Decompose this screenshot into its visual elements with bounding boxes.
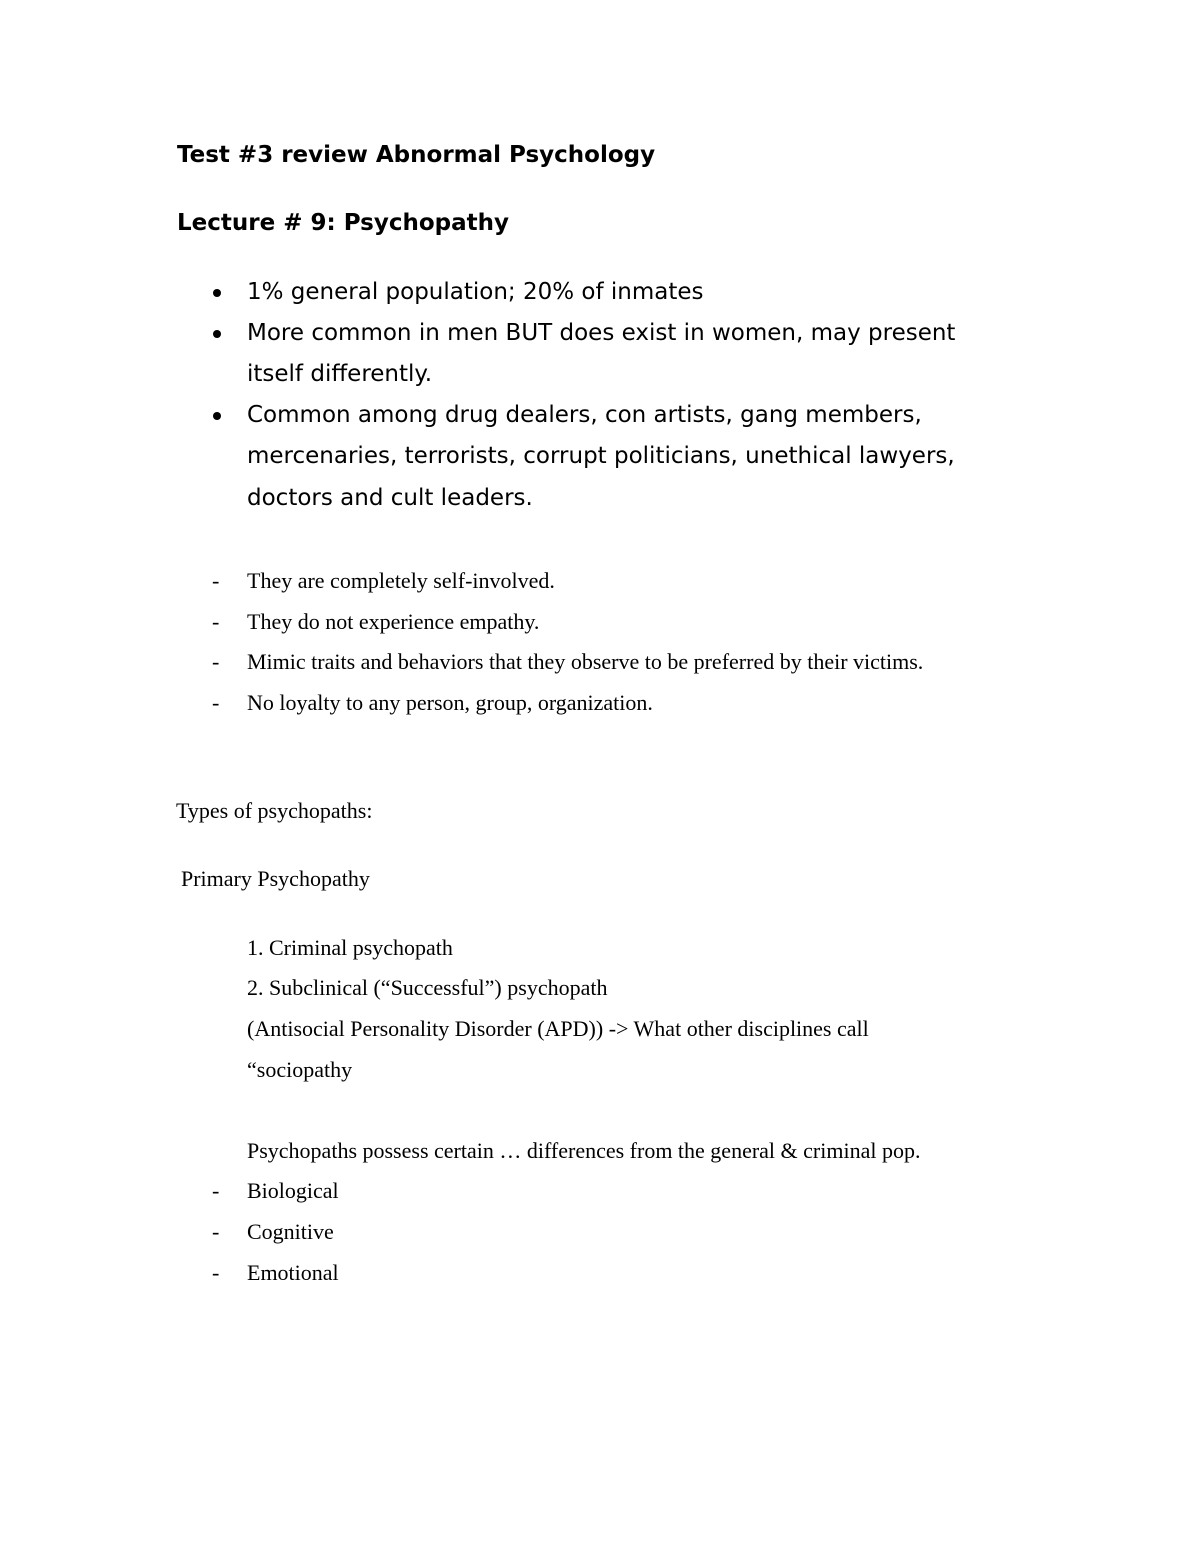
dash-marker: - [212,649,220,674]
dash-marker: - [212,568,220,593]
bullet-dot [213,289,221,297]
differences-text: Psychopaths possess certain … differences from the general & criminal pop. [247,1138,921,1163]
trait-item: They are completely self-involved. [247,568,555,593]
bullet-line: 1% general population; 20% of inmates [247,279,704,305]
numbered-item: 2. Subclinical (“Successful”) psychopath [247,975,608,1000]
document-title: Test #3 review Abnormal Psychology [177,142,656,168]
trait-item: No loyalty to any person, group, organization. [247,690,653,715]
apd-line: “sociopathy [247,1057,353,1082]
bullet-dot [213,412,221,420]
difference-item: Cognitive [247,1219,334,1244]
types-heading: Types of psychopaths: [176,798,373,823]
dash-marker: - [212,609,220,634]
difference-item: Emotional [247,1260,339,1285]
dash-marker: - [212,1260,220,1285]
trait-item: Mimic traits and behaviors that they observe to be preferred by their victims. [247,649,924,674]
bullet-line: itself differently. [247,361,433,387]
difference-item: Biological [247,1178,339,1203]
bullet-dot [213,330,221,338]
lecture-heading: Lecture # 9: Psychopathy [177,210,509,236]
numbered-item: 1. Criminal psychopath [247,935,453,960]
dash-marker: - [212,1219,220,1244]
bullet-line: Common among drug dealers, con artists, gang members, [247,402,922,428]
bullet-line: mercenaries, terrorists, corrupt politicians, unethical lawyers, [247,443,955,469]
dash-marker: - [212,690,220,715]
primary-heading: Primary Psychopathy [181,866,370,891]
bullet-line: More common in men BUT does exist in women, may present [247,320,956,346]
apd-line: (Antisocial Personality Disorder (APD)) -> What other disciplines call [247,1016,869,1041]
trait-item: They do not experience empathy. [247,609,540,634]
bullet-line: doctors and cult leaders. [247,485,533,511]
dash-marker: - [212,1178,220,1203]
